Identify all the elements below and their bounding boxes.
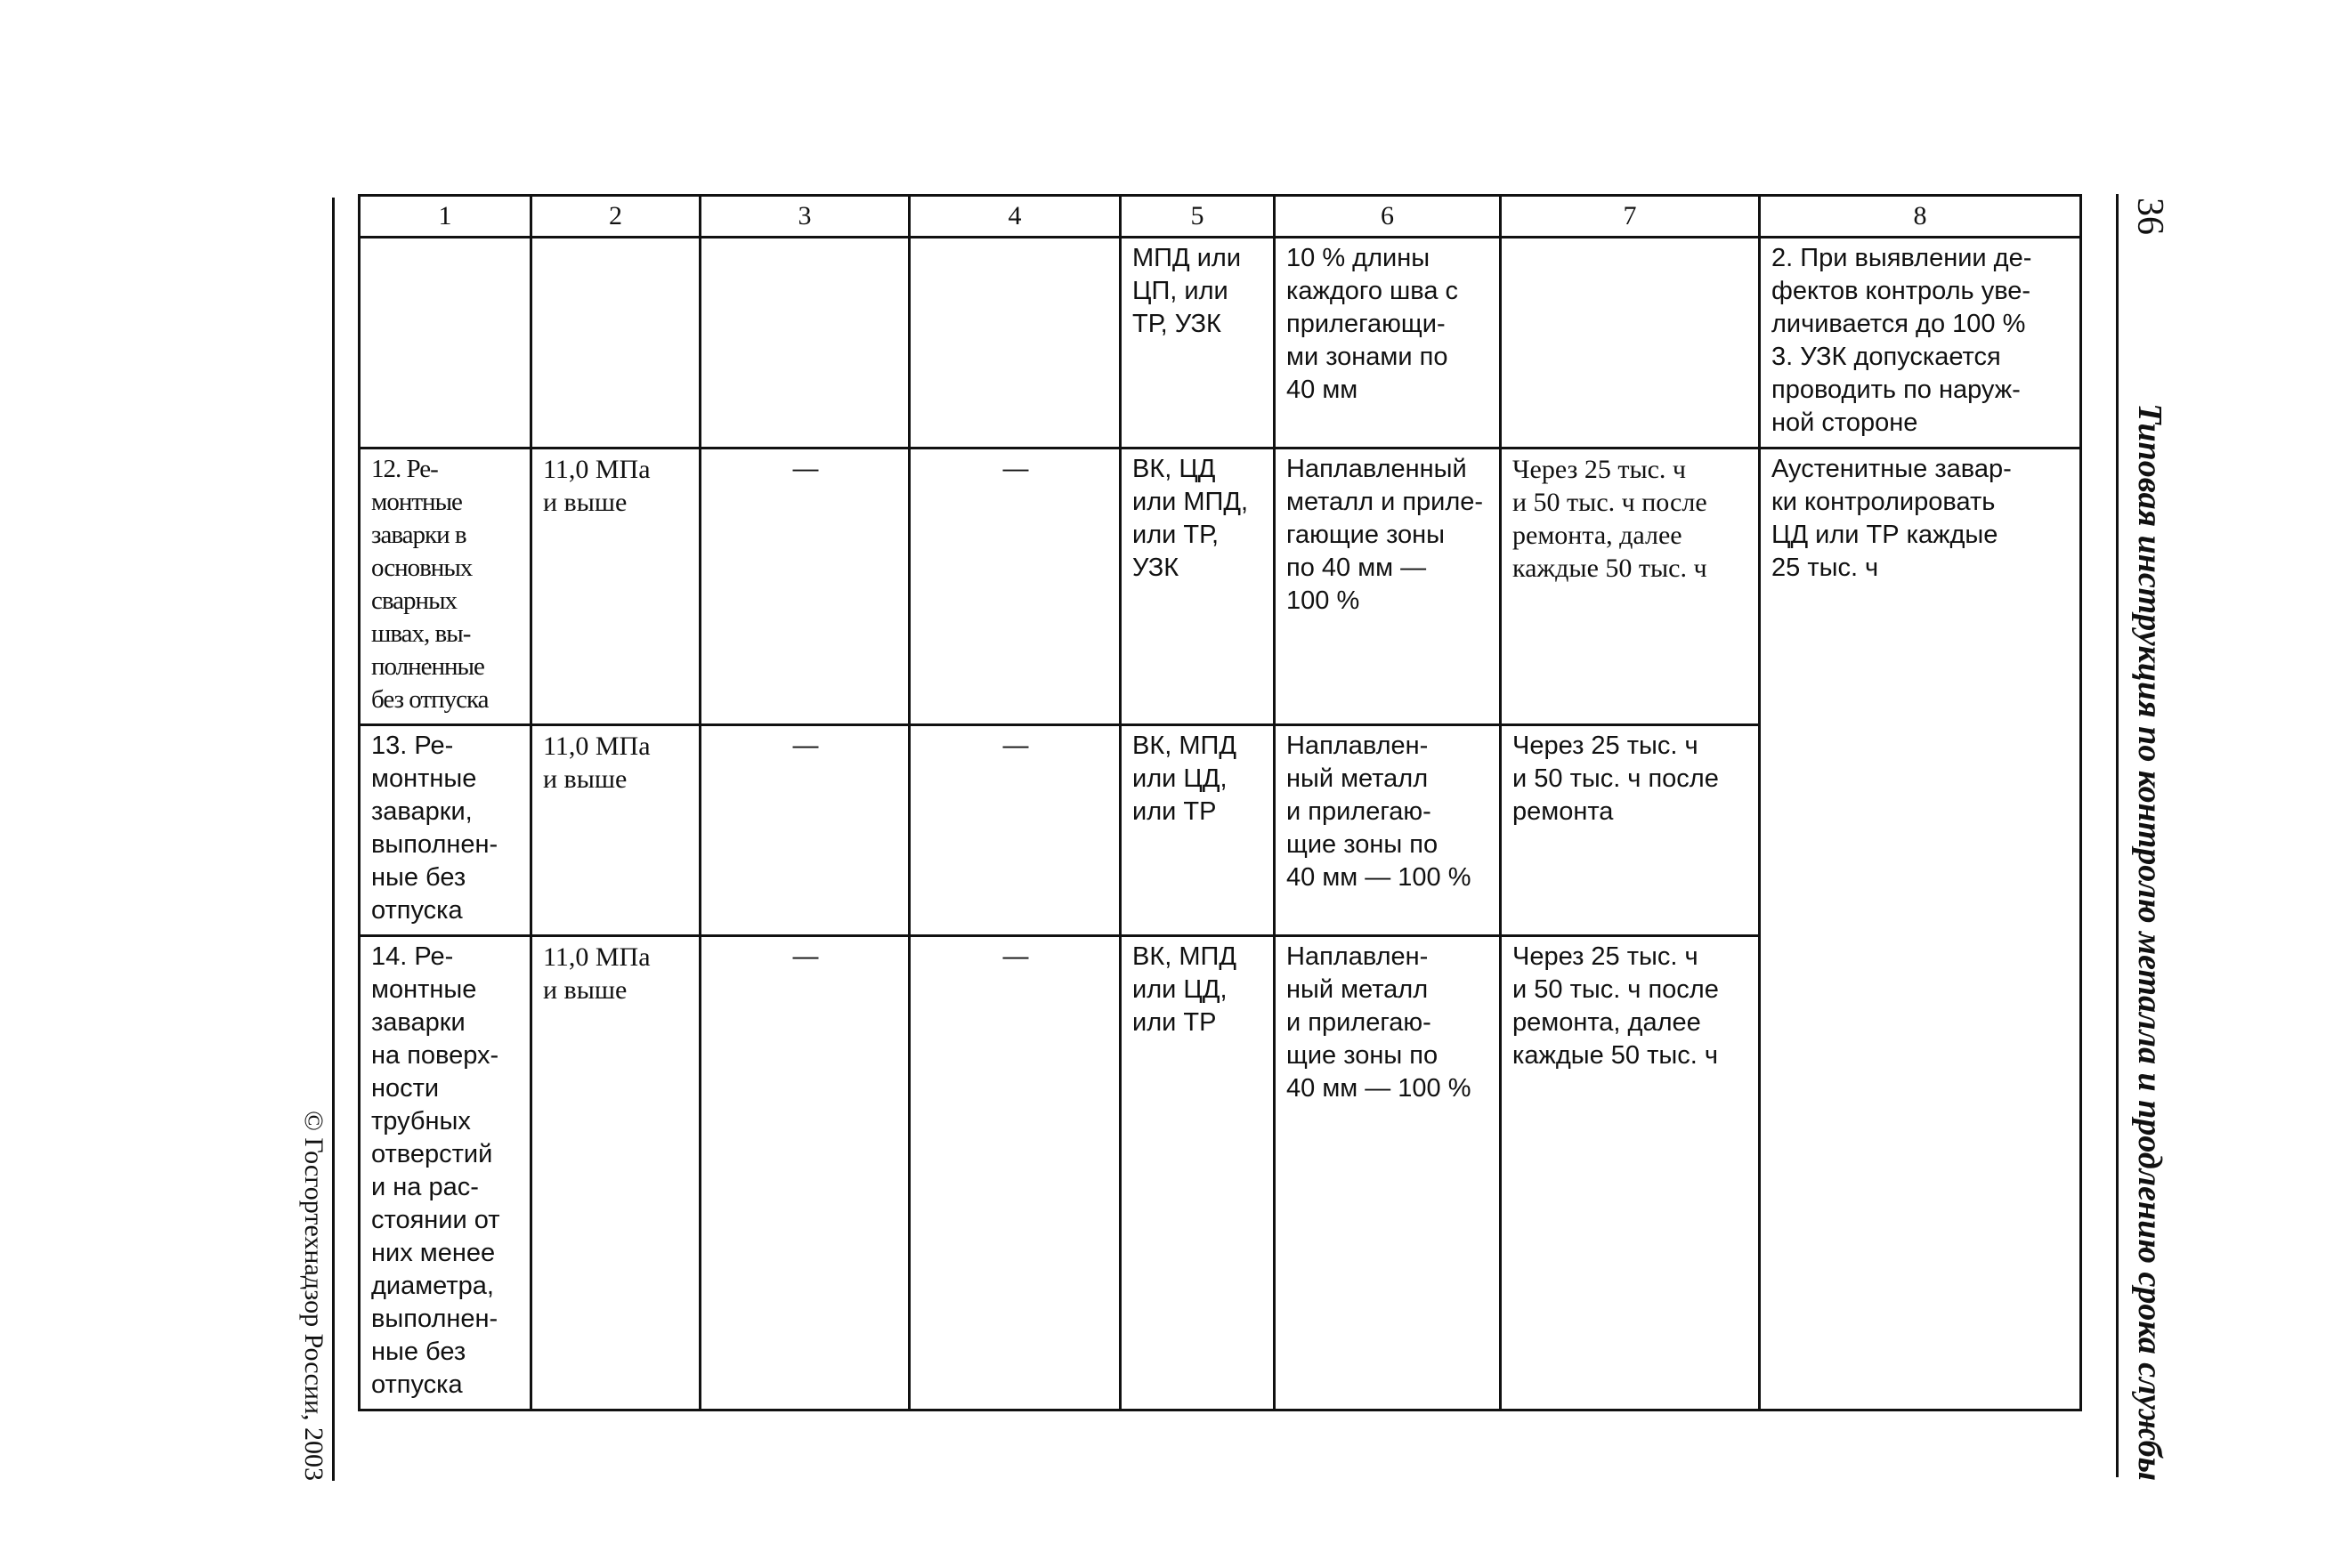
cell-scope (1275, 449, 1501, 725)
cell-interval-text: Через 25 тыс. ч и 50 тыс. ч после ремонта, далее каждые 50 тыс. ч (1512, 455, 1707, 583)
cell-method (1121, 449, 1275, 725)
column-header-1: 1 (360, 196, 531, 238)
cell-dash: — (1002, 455, 1029, 483)
cell-pressure (531, 725, 701, 936)
cell-interval-text: Через 25 тыс. ч и 50 тыс. ч после ремонта, далее каждые 50 тыс. ч (1512, 942, 1719, 1070)
cell-element-text: 13. Ре- монтные заварки, выполнен- ные без отпуска (371, 731, 498, 925)
cell-dash: — (1002, 731, 1029, 760)
cell-empty (701, 238, 910, 449)
cell-col3 (701, 449, 910, 725)
cell-empty (360, 238, 531, 449)
left-margin-text (294, 198, 333, 1481)
cell-dash: — (1002, 942, 1029, 971)
cell-element-text: 14. Ре- монтные заварки на поверх- ности трубных отверстий и на рас- стоянии от них менее диаметра, выполнен- ные без отпуска (371, 942, 500, 1399)
running-title: Типовая инструкция по контролю металла и продлению срока службы (2131, 403, 2168, 1481)
cell-pressure-text: 11,0 МПа и выше (543, 942, 651, 1005)
cell-scope-text: 10 % длины каждого шва с прилегающи- ми зонами по 40 мм (1286, 244, 1459, 404)
cell-element (360, 449, 531, 725)
left-margin-strip (294, 198, 333, 1481)
cell-interval-text: Через 25 тыс. ч и 50 тыс. ч после ремонта (1512, 731, 1719, 826)
cell-notes (1760, 449, 2081, 1410)
cell-col3 (701, 725, 910, 936)
cell-method (1121, 238, 1275, 449)
cell-pressure-text: 11,0 МПа и выше (543, 455, 651, 517)
column-header-3: 3 (701, 196, 910, 238)
cell-scope-text: Наплавленный металл и приле- гающие зоны по 40 мм — 100 % (1286, 455, 1484, 615)
cell-scope-text: Наплавлен- ный металл и прилегаю- щие зоны по 40 мм — 100 % (1286, 942, 1471, 1103)
cell-empty (531, 238, 701, 449)
column-header-6: 6 (1275, 196, 1501, 238)
table-row (360, 449, 2081, 725)
cell-method-text: ВК, МПД или ЦД, или ТР (1132, 942, 1236, 1037)
cell-col4 (910, 936, 1121, 1410)
cell-method-text: ВК, ЦД или МПД, или ТР, УЗК (1132, 455, 1249, 582)
cell-dash: — (792, 942, 819, 971)
column-header-7: 7 (1501, 196, 1760, 238)
cell-element-text: 12. Ре- монтные заварки в основных сварных швах, вы- полненные без отпуска (371, 455, 489, 714)
cell-dash: — (792, 731, 819, 760)
copyright-notice: © Госгортехнадзор России, 2003 (299, 1111, 328, 1481)
cell-empty (1501, 238, 1760, 449)
page-number: 36 (2129, 198, 2170, 235)
column-header-2: 2 (531, 196, 701, 238)
column-header-5: 5 (1121, 196, 1275, 238)
cell-interval (1501, 725, 1760, 936)
cell-interval (1501, 449, 1760, 725)
column-header-4: 4 (910, 196, 1121, 238)
right-margin-text (2119, 198, 2181, 1481)
cell-scope (1275, 936, 1501, 1410)
cell-col3 (701, 936, 910, 1410)
cell-pressure (531, 449, 701, 725)
cell-element (360, 725, 531, 936)
cell-method (1121, 936, 1275, 1410)
cell-method-text: ВК, МПД или ЦД, или ТР (1132, 731, 1236, 826)
cell-col4 (910, 449, 1121, 725)
table-header-row (360, 196, 2081, 238)
column-header-8: 8 (1760, 196, 2081, 238)
cell-pressure (531, 936, 701, 1410)
cell-method-text: МПД или ЦП, или ТР, УЗК (1132, 244, 1242, 338)
cell-method (1121, 725, 1275, 936)
cell-notes-text: Аустенитные завар- ки контролировать ЦД или ТР каждые 25 тыс. ч (1771, 455, 2012, 582)
cell-interval (1501, 936, 1760, 1410)
cell-notes-text: 2. При выявлении де- фектов контроль уве- личивается до 100 % 3. УЗК допускается проводить по наруж- ной стороне (1771, 244, 2032, 437)
cell-dash: — (792, 455, 819, 483)
cell-pressure-text: 11,0 МПа и выше (543, 731, 651, 794)
table-row-continuation (360, 238, 2081, 449)
cell-notes (1760, 238, 2081, 449)
cell-element (360, 936, 531, 1410)
cell-col4 (910, 725, 1121, 936)
right-margin-strip (2119, 198, 2181, 1481)
inspection-table (358, 194, 2082, 1411)
cell-scope (1275, 725, 1501, 936)
cell-scope (1275, 238, 1501, 449)
cell-scope-text: Наплавлен- ный металл и прилегаю- щие зоны по 40 мм — 100 % (1286, 731, 1471, 892)
cell-empty (910, 238, 1121, 449)
